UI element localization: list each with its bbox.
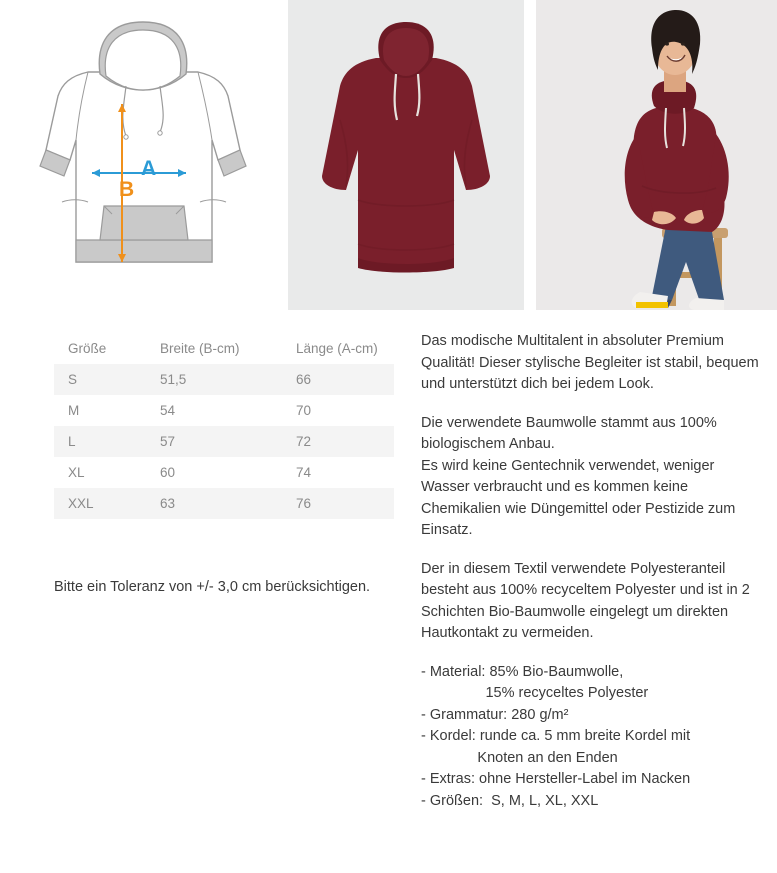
product-photo-image [288,0,524,310]
cell-breite: 63 [160,496,176,511]
table-header-size: Größe [68,341,107,356]
description-paragraph-1: Das modische Multitalent in absoluter Premium Qualität! Dieser stylische Begleiter ist stabil, bequem und unterstützt dich bei jedem Look. [421,333,759,392]
product-description [421,331,761,812]
technical-drawing-image [0,0,276,310]
cell-breite: 54 [160,403,176,418]
table-row [54,488,394,519]
table-header-laenge: Länge (A-cm) [296,341,378,356]
size-table [54,333,394,519]
hoodie-line-drawing-icon [0,0,276,310]
cell-laenge: 72 [296,434,312,449]
spec-item: - Grammatur: 280 g/m² [421,706,569,723]
tolerance-note: Bitte ein Toleranz von +/- 3,0 cm berücksichtigen. [54,579,371,595]
cell-size: S [68,372,78,387]
cell-laenge: 66 [296,372,312,387]
spec-item: 15% recyceltes Polyester [421,685,649,701]
spec-item: Knoten an den Enden [421,749,618,766]
cell-breite: 60 [160,465,176,480]
spec-list [421,662,761,813]
cell-laenge: 74 [296,465,312,480]
table-row [54,426,394,457]
table-row [54,457,394,488]
spec-item: - Kordel: runde ca. 5 mm breite Kordel mit [421,728,691,744]
cell-size: XL [68,465,85,480]
cell-laenge: 70 [296,403,312,418]
table-header-row [54,333,394,364]
cell-breite: 51,5 [160,372,187,387]
model-wearing-hoodie-photo [536,0,777,310]
spec-item: - Extras: ohne Hersteller-Label im Nacken [421,771,691,787]
cell-laenge: 76 [296,496,312,511]
dimension-b-label: B [119,178,135,201]
cell-size: L [68,434,76,449]
spec-item: - Größen: S, M, L, XL, XXL [421,792,599,809]
dimension-a-label: A [141,157,157,180]
table-header-breite: Breite (B-cm) [160,341,240,356]
cell-size: XXL [68,496,94,511]
cell-size: M [68,403,80,418]
cell-breite: 57 [160,434,176,449]
table-row [54,364,394,395]
spec-item: - Material: 85% Bio-Baumwolle, [421,663,624,680]
description-paragraph-2: Die verwendete Baumwolle stammt aus 100% biologischem Anbau. [421,414,717,452]
description-paragraph-4: Der in diesem Textil verwendete Polyesteranteil besteht aus 100% recyceltem Polyester und ist in 2 Schichten Bio-Baumwolle eingelegt um direkten Hautkontakt zu vermeiden. [421,560,750,641]
table-row [54,395,394,426]
burgundy-hoodie-photo [288,0,524,310]
model-photo-image [536,0,777,310]
product-image-row [0,0,777,310]
description-paragraph-3: Es wird keine Gentechnik verwendet, weniger Wasser verbraucht und es kommen keine Chemikalien wie Düngemittel oder Pestizide zum Einsatz. [421,457,736,538]
